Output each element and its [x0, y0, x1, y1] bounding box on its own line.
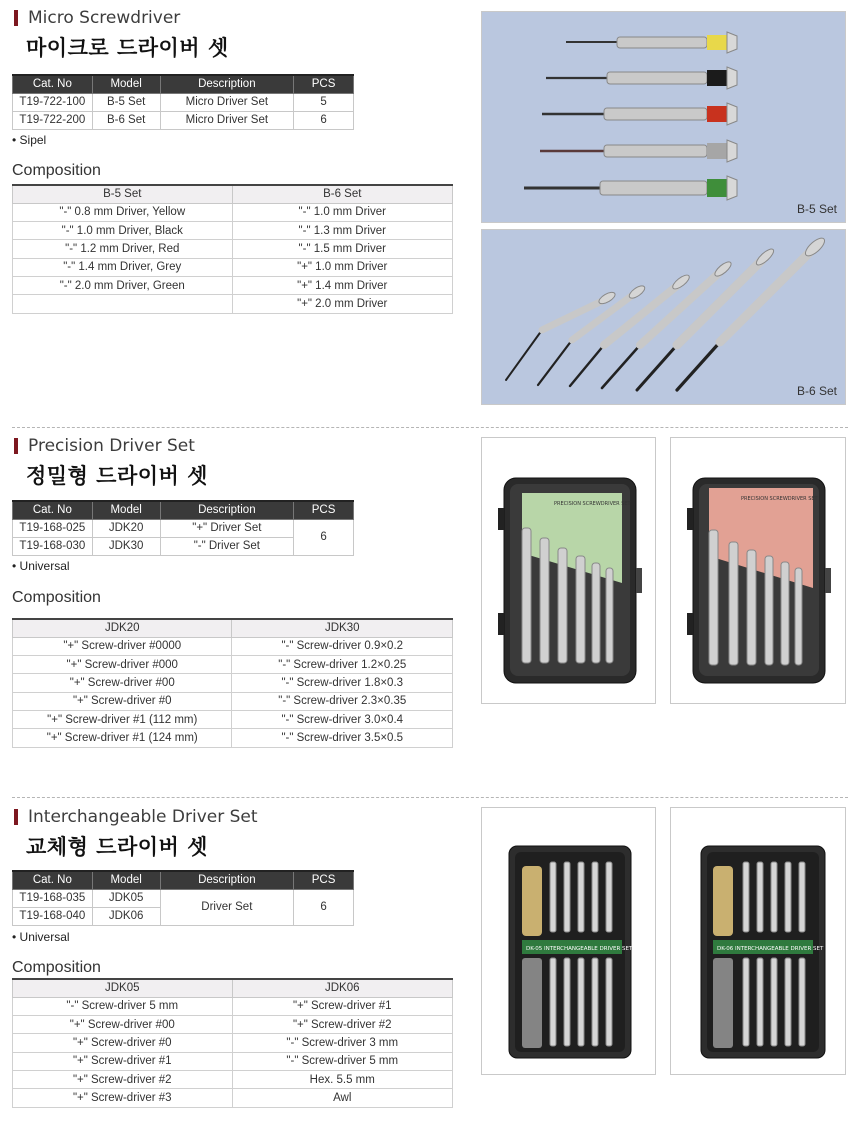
- table-row: [13, 889, 354, 907]
- comp-cell: "-" 1.0 mm Driver, Black: [13, 221, 233, 239]
- comp-header: JDK05: [13, 979, 233, 997]
- composition-table: [12, 618, 453, 748]
- title-text: Interchangeable Driver Set: [28, 807, 258, 827]
- title-text: Precision Driver Set: [28, 436, 195, 456]
- description-cell: "-" Driver Set: [160, 537, 294, 555]
- header-description: Description: [160, 501, 294, 519]
- section-precision-driver-set: [0, 428, 860, 788]
- comp-cell: "+" Screw-driver #1 (112 mm): [13, 711, 232, 729]
- title-text: Micro Screwdriver: [28, 8, 181, 28]
- composition-header-row: [13, 979, 453, 997]
- comp-cell: "-" 1.3 mm Driver: [232, 221, 453, 239]
- section-micro-screwdriver: [0, 0, 860, 420]
- accent-bar: [14, 10, 18, 26]
- table-row: [13, 711, 453, 729]
- table-row: [13, 221, 453, 239]
- photo-b6-set: [481, 229, 846, 405]
- comp-cell: [13, 295, 233, 313]
- header-model: Model: [92, 75, 160, 93]
- table-row: [13, 997, 453, 1015]
- header-cat-no: Cat. No: [13, 871, 93, 889]
- comp-cell: "+" Screw-driver #00: [13, 674, 232, 692]
- case-label: PRECISION SCREWDRIVER SET: [741, 496, 818, 502]
- comp-cell: "-" 1.0 mm Driver: [232, 203, 453, 221]
- model-cell: B-6 Set: [92, 111, 160, 129]
- b6-drivers-illustration: [482, 230, 846, 405]
- case-label: DK-05 INTERCHANGEABLE DRIVER SET: [526, 946, 633, 952]
- comp-header: B-6 Set: [232, 185, 453, 203]
- comp-cell: "-" 0.8 mm Driver, Yellow: [13, 203, 233, 221]
- composition-table: [12, 184, 453, 314]
- comp-cell: "+" Screw-driver #0000: [13, 637, 232, 655]
- comp-cell: "-" 1.4 mm Driver, Grey: [13, 258, 233, 276]
- photo-jdk20-case: [481, 437, 656, 704]
- comp-cell: "+" 1.0 mm Driver: [232, 258, 453, 276]
- section-title-en: [14, 807, 258, 827]
- comp-cell: "+" Screw-driver #1: [232, 997, 453, 1015]
- header-pcs: PCS: [294, 871, 354, 889]
- pcs-cell: 6: [294, 519, 354, 555]
- driver-yellow: [566, 32, 737, 53]
- comp-cell: "-" Screw-driver 2.3×0.35: [232, 692, 453, 710]
- comp-cell: "-" Screw-driver 5 mm: [13, 997, 233, 1015]
- model-cell: JDK06: [92, 907, 160, 925]
- comp-cell: "-" Screw-driver 1.8×0.3: [232, 674, 453, 692]
- catalog-table: [12, 74, 354, 130]
- photo-jdk30-case: [670, 437, 846, 704]
- driver-red: [542, 103, 737, 125]
- table-row: [13, 277, 453, 295]
- pcs-cell: 6: [294, 111, 354, 129]
- table-row: [13, 637, 453, 655]
- cat-no-cell: T19-168-025: [13, 519, 93, 537]
- catalog-table: [12, 500, 354, 556]
- comp-cell: "+" Screw-driver #0: [13, 1034, 233, 1052]
- description-cell: Micro Driver Set: [160, 111, 294, 129]
- comp-cell: "-" Screw-driver 1.2×0.25: [232, 655, 453, 673]
- table-row: [13, 729, 453, 747]
- cat-no-cell: T19-168-040: [13, 907, 93, 925]
- comp-cell: "-" Screw-driver 0.9×0.2: [232, 637, 453, 655]
- section-title-ko: 마이크로 드라이버 셋: [26, 36, 229, 60]
- comp-cell: "+" Screw-driver #2: [232, 1015, 453, 1033]
- driver-grey: [540, 140, 737, 162]
- comp-cell: "+" Screw-driver #3: [13, 1089, 233, 1107]
- section-title-ko: 교체형 드라이버 셋: [26, 835, 208, 859]
- header-pcs: PCS: [294, 75, 354, 93]
- table-row: [13, 692, 453, 710]
- section-interchangeable-driver-set: [0, 798, 860, 1125]
- table-row: [13, 258, 453, 276]
- table-row: [13, 1015, 453, 1033]
- photo-b5-set: [481, 11, 846, 223]
- case-label: DK-06 INTERCHANGEABLE DRIVER SET: [717, 946, 824, 952]
- table-row: [13, 1034, 453, 1052]
- comp-cell: "-" Screw-driver 3 mm: [232, 1034, 453, 1052]
- section-title-en: [14, 8, 180, 28]
- composition-label: Composition: [12, 162, 101, 179]
- header-cat-no: Cat. No: [13, 75, 93, 93]
- table-row: [13, 655, 453, 673]
- catalog-header-row: [13, 871, 354, 889]
- composition-table: [12, 978, 453, 1108]
- comp-header: JDK06: [232, 979, 453, 997]
- comp-cell: "+" Screw-driver #000: [13, 655, 232, 673]
- accent-bar: [14, 438, 18, 454]
- comp-header: JDK30: [232, 619, 453, 637]
- comp-header: B-5 Set: [13, 185, 233, 203]
- table-row: [13, 295, 453, 313]
- model-cell: B-5 Set: [92, 93, 160, 111]
- header-model: Model: [92, 501, 160, 519]
- comp-cell: "-" Screw-driver 5 mm: [232, 1052, 453, 1070]
- description-cell: Driver Set: [160, 889, 294, 925]
- comp-cell: "+" Screw-driver #2: [13, 1071, 233, 1089]
- jdk30-case-illustration: [671, 438, 846, 704]
- cat-no-cell: T19-722-100: [13, 93, 93, 111]
- model-cell: JDK05: [92, 889, 160, 907]
- comp-cell: "+" Screw-driver #1 (124 mm): [13, 729, 232, 747]
- photo-caption: B-5 Set: [796, 202, 837, 216]
- description-cell: Micro Driver Set: [160, 93, 294, 111]
- table-row: [13, 1071, 453, 1089]
- table-row: [13, 203, 453, 221]
- catalog-table: [12, 870, 354, 926]
- comp-cell: "-" Screw-driver 3.5×0.5: [232, 729, 453, 747]
- driver-green: [524, 176, 737, 200]
- header-pcs: PCS: [294, 501, 354, 519]
- photo-caption: B-6 Set: [796, 384, 837, 398]
- brand-note: • Sipel: [12, 133, 47, 147]
- header-description: Description: [160, 871, 294, 889]
- cat-no-cell: T19-168-035: [13, 889, 93, 907]
- comp-cell: "-" 2.0 mm Driver, Green: [13, 277, 233, 295]
- catalog-header-row: [13, 501, 354, 519]
- table-row: [13, 519, 354, 537]
- comp-cell: "+" Screw-driver #00: [13, 1015, 233, 1033]
- description-cell: "+" Driver Set: [160, 519, 294, 537]
- model-cell: JDK20: [92, 519, 160, 537]
- case-label: PRECISION SCREWDRIVER SET: [554, 501, 631, 507]
- section-title-en: [14, 436, 195, 456]
- section-title-ko: 정밀형 드라이버 셋: [26, 464, 208, 488]
- composition-label: Composition: [12, 589, 101, 606]
- model-cell: JDK30: [92, 537, 160, 555]
- pcs-cell: 5: [294, 93, 354, 111]
- brand-note: • Universal: [12, 930, 70, 944]
- comp-cell: "-" Screw-driver 3.0×0.4: [232, 711, 453, 729]
- table-row: [13, 1089, 453, 1107]
- comp-cell: "+" 2.0 mm Driver: [232, 295, 453, 313]
- b5-drivers-illustration: [482, 12, 846, 223]
- table-row: [13, 240, 453, 258]
- header-description: Description: [160, 75, 294, 93]
- jdk06-case-illustration: [671, 808, 846, 1075]
- accent-bar: [14, 809, 18, 825]
- cat-no-cell: T19-168-030: [13, 537, 93, 555]
- composition-header-row: [13, 185, 453, 203]
- comp-cell: "+" 1.4 mm Driver: [232, 277, 453, 295]
- catalog-header-row: [13, 75, 354, 93]
- header-model: Model: [92, 871, 160, 889]
- composition-label: Composition: [12, 959, 101, 976]
- comp-cell: Awl: [232, 1089, 453, 1107]
- comp-cell: Hex. 5.5 mm: [232, 1071, 453, 1089]
- table-row: [13, 93, 354, 111]
- brand-note: • Universal: [12, 559, 70, 573]
- comp-header: JDK20: [13, 619, 232, 637]
- photo-jdk06-case: [670, 807, 846, 1075]
- table-row: [13, 111, 354, 129]
- comp-cell: "-" 1.2 mm Driver, Red: [13, 240, 233, 258]
- pcs-cell: 6: [294, 889, 354, 925]
- header-cat-no: Cat. No: [13, 501, 93, 519]
- photo-jdk05-case: [481, 807, 656, 1075]
- comp-cell: "+" Screw-driver #1: [13, 1052, 233, 1070]
- cat-no-cell: T19-722-200: [13, 111, 93, 129]
- composition-header-row: [13, 619, 453, 637]
- comp-cell: "-" 1.5 mm Driver: [232, 240, 453, 258]
- table-row: [13, 674, 453, 692]
- jdk05-case-illustration: [482, 808, 656, 1075]
- driver-black: [546, 67, 737, 89]
- jdk20-case-illustration: [482, 438, 656, 704]
- table-row: [13, 1052, 453, 1070]
- comp-cell: "+" Screw-driver #0: [13, 692, 232, 710]
